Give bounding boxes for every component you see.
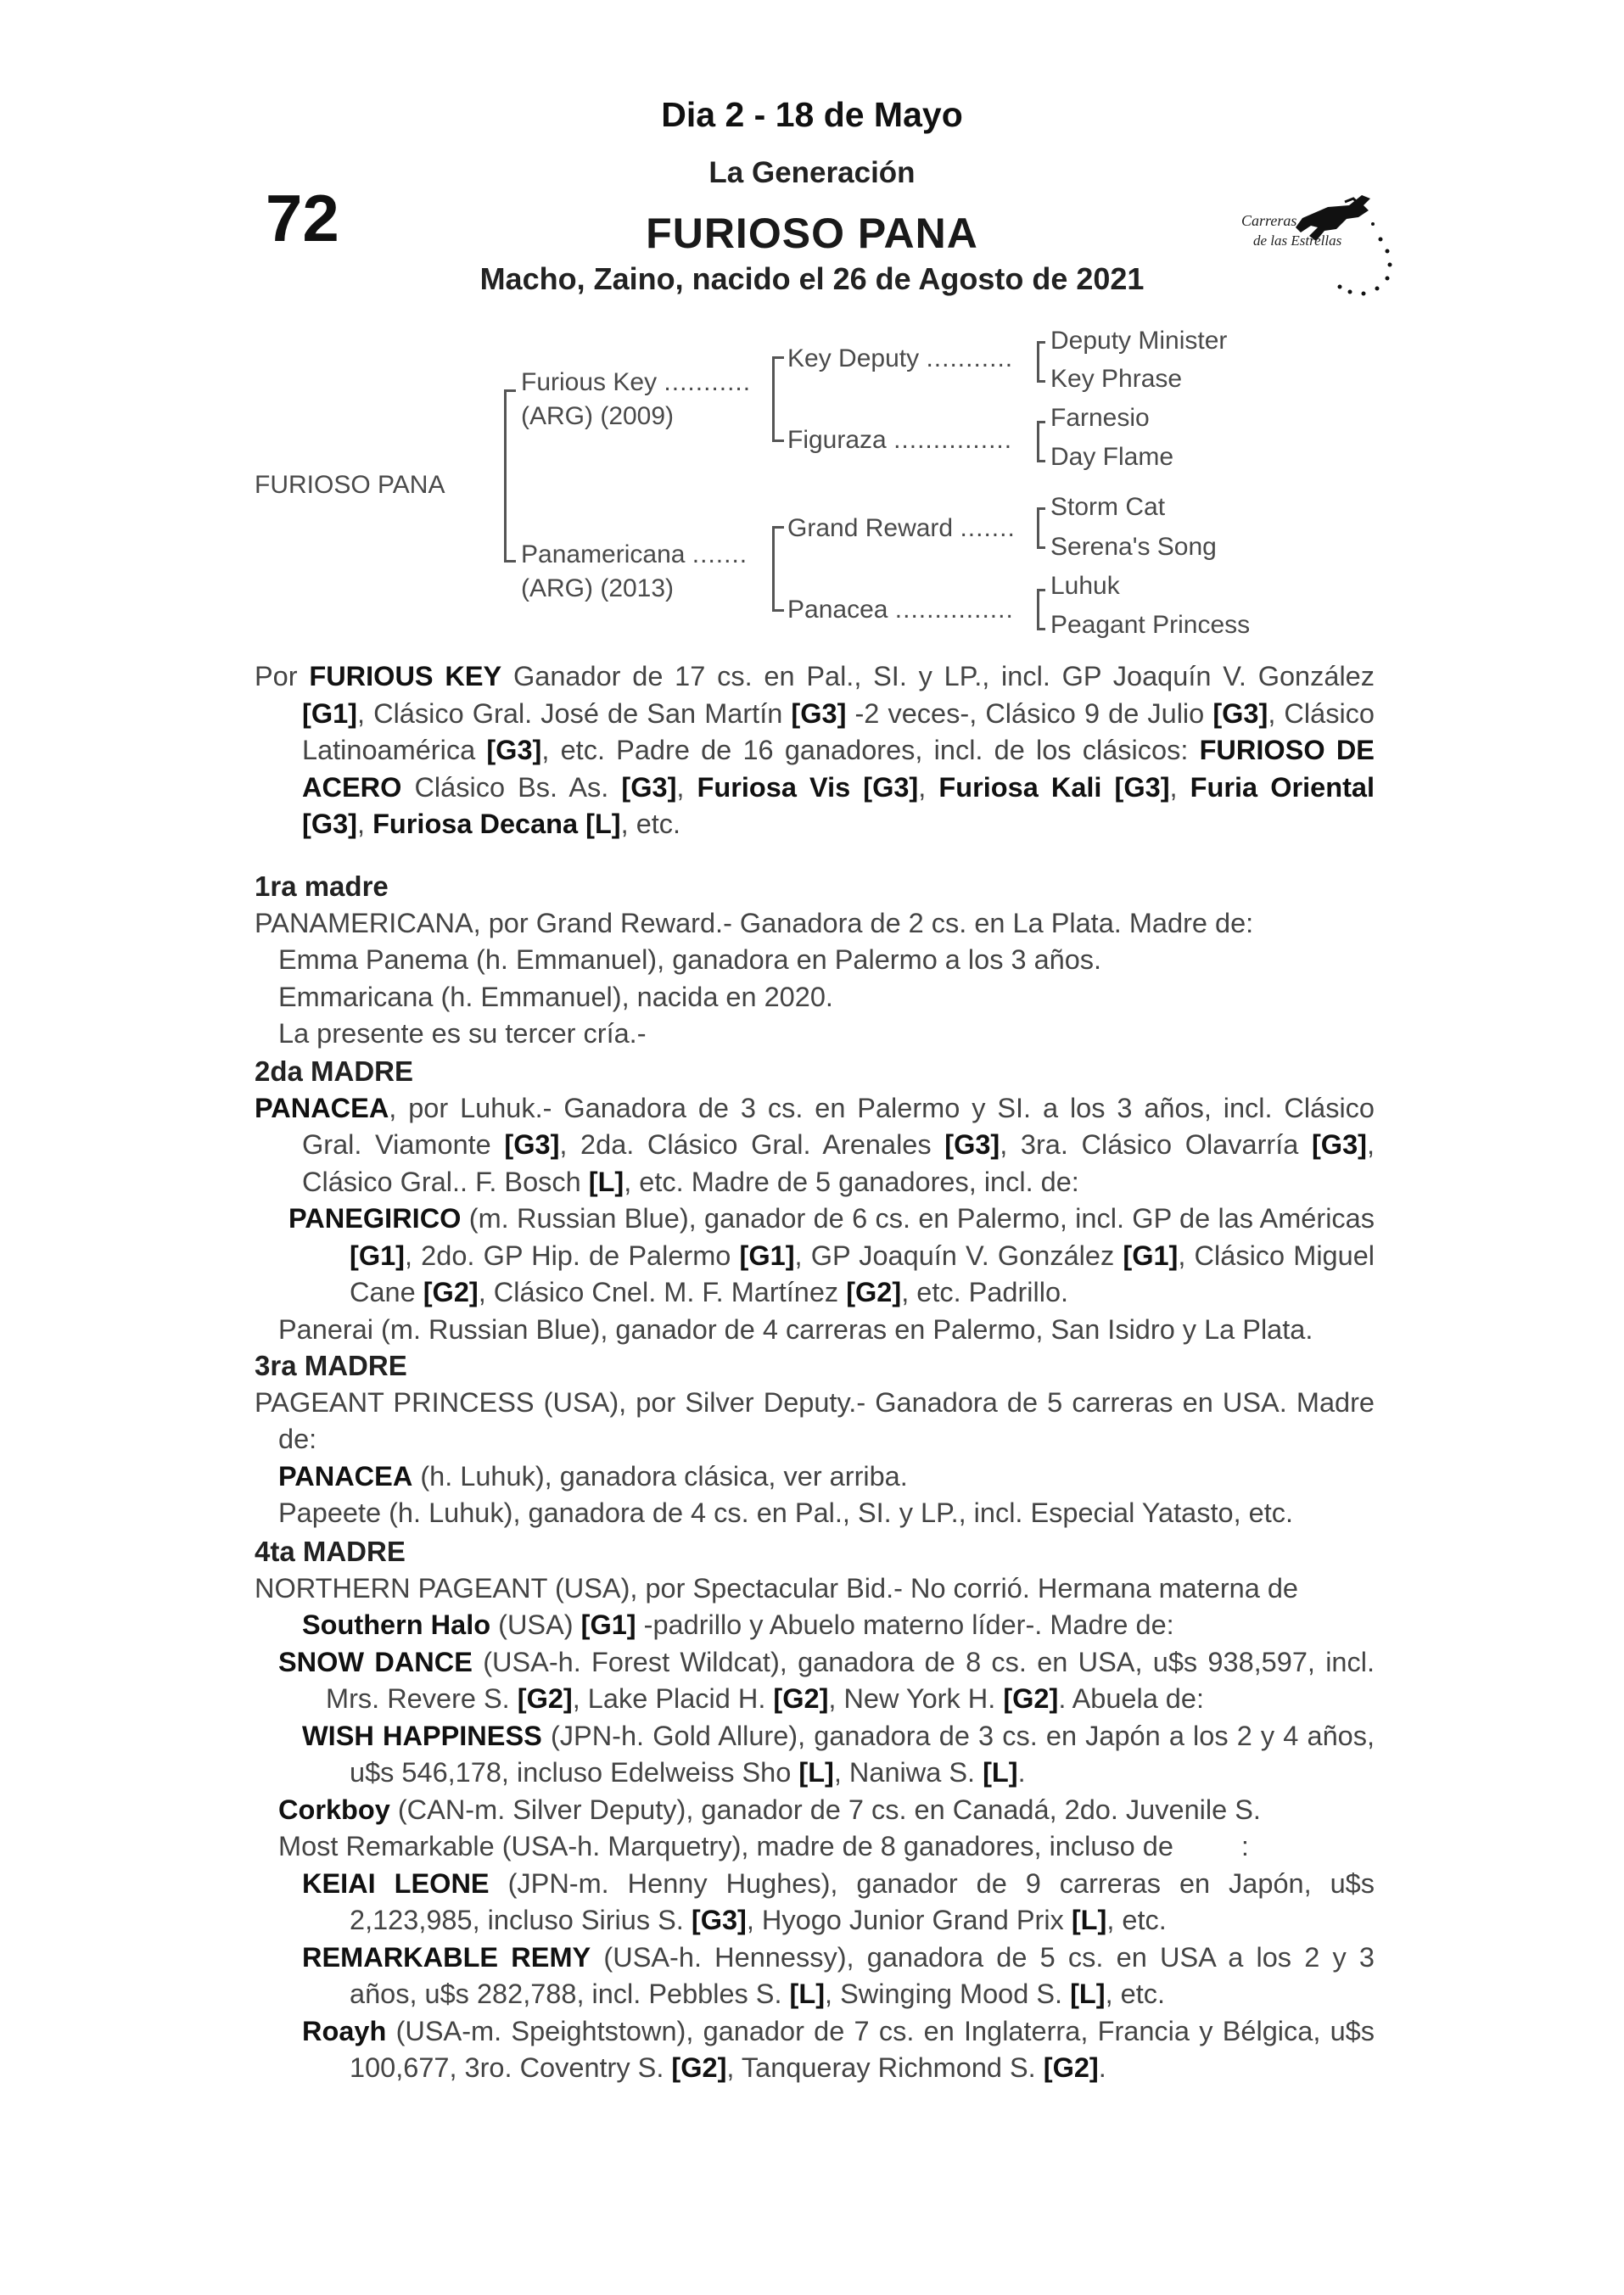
logo-text-2: de las Estrellas [1253,232,1342,249]
ddd: Peagant Princess [1050,611,1251,639]
horse-name: FURIOSO PANA [646,210,978,257]
sire-dam: Figuraza ............... [787,426,1013,454]
sire-section [255,658,1375,843]
sire-origin: (ARG) (2009) [521,402,675,430]
sale-subtitle: La Generación [708,156,916,189]
fourth-dam-grand-offspring: REMARKABLE REMY (USA-h. Hennessy), ganadora de 5 cs. en USA a los 2 y 3 años, u$s 282,788, incl. Pebbles S. [L], Swinging Mood S. [L], etc. [302,1941,1375,2009]
first-dam-offspring: Emmaricana (h. Emmanuel), nacida en 2020. [278,981,833,1012]
fourth-dam-grand-offspring: WISH HAPPINESS (JPN-h. Gold Allure), ganadora de 3 cs. en Japón a los 2 y 4 años, u$s 546,178, incluso Edelweiss Sho [L], Naniwa S. [L]. [302,1720,1375,1788]
fourth-dam-grand-offspring: KEIAI LEONE (JPN-m. Henny Hughes), ganador de 9 carreras en Japón, u$s 2,123,985, incluso Sirius S. [G3], Hyogo Junior Grand Prix [L], etc. [302,1867,1375,1935]
fourth-dam-grand-offspring: Roayh (USA-m. Speightstown), ganador de 7 cs. en Inglaterra, Francia y Bélgica, u$s 100,677, 3ro. Coventry S. [G2], Tanqueray Richmond S. [G2]. [302,2015,1375,2083]
dam-origin: (ARG) (2013) [521,574,675,602]
third-dam-heading: 3ra MADRE [255,1350,407,1381]
second-dam-section [255,1053,1375,1348]
horse-description: Macho, Zaino, nacido el 26 de Agosto de 2021 [479,261,1145,296]
fourth-dam-offspring: Corkboy (CAN-m. Silver Deputy), ganador de 7 cs. en Canadá, 2do. Juvenile S. [278,1794,1261,1825]
third-dam-offspring: Papeete (h. Luhuk), ganadora de 4 cs. en Pal., SI. y LP., incl. Especial Yatasto, etc. [278,1497,1294,1528]
sale-day: Dia 2 - 18 de Mayo [661,95,963,134]
pedigree-subject: FURIOSO PANA [255,471,445,499]
ssd: Key Phrase [1050,365,1183,393]
dss: Storm Cat [1050,493,1166,521]
first-dam-heading: 1ra madre [255,870,389,902]
dam-name: Panamericana ....... [521,540,748,568]
sds: Farnesio [1050,404,1150,432]
third-dam-section [255,1347,1375,1532]
dam-sire: Grand Reward ....... [787,514,1016,542]
third-dam-offspring: PANACEA (h. Luhuk), ganadora clásica, ver arriba. [278,1460,908,1492]
fourth-dam-heading: 4ta MADRE [255,1536,406,1567]
fourth-dam-offspring: Most Remarkable (USA-h. Marquetry), madre de 8 ganadores, incluso de : [278,1831,1249,1861]
first-dam-section [255,868,1375,1053]
lot-number: 72 [266,181,339,255]
sdd: Day Flame [1050,443,1174,471]
first-dam-note: La presente es su tercer cría.- [278,1018,647,1049]
second-dam-paragraph: PANACEA, por Luhuk.- Ganadora de 3 cs. en Palermo y SI. a los 3 años, incl. Clásico Gral. Viamonte [G3], 2da. Clásico Gral. Arenales [G3], 3ra. Clásico Olavarría [G3], Clásico Gral.. F. Bosch [L], etc. Madre de 5 ganadores, incl. de: [255,1092,1375,1197]
fourth-dam-paragraph: NORTHERN PAGEANT (USA), por Spectacular Bid.- No corrió. Hermana materna de [255,1572,1298,1604]
sss: Deputy Minister [1050,327,1228,355]
first-dam-offspring: Emma Panema (h. Emmanuel), ganadora en Palermo a los 3 años. [278,944,1102,975]
sire-sire: Key Deputy ........... [787,344,1014,372]
dam-dam: Panacea ............... [787,596,1014,624]
dsd: Serena's Song [1050,533,1217,561]
first-dam-line: PANAMERICANA, por Grand Reward.- Ganadora de 2 cs. en La Plata. Madre de: [255,907,1254,938]
third-dam-paragraph: PAGEANT PRINCESS (USA), por Silver Deputy.- Ganadora de 5 carreras en USA. Madre de: [255,1386,1375,1454]
dds: Luhuk [1050,572,1120,600]
fourth-dam-offspring: SNOW DANCE (USA-h. Forest Wildcat), ganadora de 8 cs. en USA, u$s 938,597, incl. Mrs. Revere S. [G2], Lake Placid H. [G2], New York H. [G2]. Abuela de: [278,1646,1375,1714]
fourth-dam-section [255,1533,1375,2087]
fourth-dam-sibling: Southern Halo (USA) [G1] -padrillo y Abuelo materno líder-. Madre de: [302,1609,1174,1640]
second-dam-heading: 2da MADRE [255,1055,414,1087]
second-dam-offspring: PANEGIRICO (m. Russian Blue), ganador de 6 cs. en Palermo, incl. GP de las Américas [G1], 2do. GP Hip. de Palermo [G1], GP Joaquín V. González [G1], Clásico Miguel Cane [G2], Clásico Cnel. M. F. Martínez [G2], etc. Padrillo. [288,1203,1375,1307]
sire-paragraph: Por FURIOUS KEY Ganador de 17 cs. en Pal., SI. y LP., incl. GP Joaquín V. González [G1], Clásico Gral. José de San Martín [G3] -2 veces-, Clásico 9 de Julio [G3], Clásico Latinoamérica [G3], etc. Padre de 16 ganadores, incl. de los clásicos: FURIOSO DE ACERO Clásico Bs. As. [G3], Furiosa Vis [G3], Furiosa Kali [G3], Furia Oriental [G3], Furiosa Decana [L], etc. [255,661,1375,839]
carreras-logo [1235,180,1404,316]
sire-name: Furious Key ........... [521,368,752,396]
second-dam-offspring: Panerai (m. Russian Blue), ganador de 4 carreras en Palermo, San Isidro y La Plata. [278,1313,1313,1345]
logo-text-1: Carreras [1241,212,1297,229]
